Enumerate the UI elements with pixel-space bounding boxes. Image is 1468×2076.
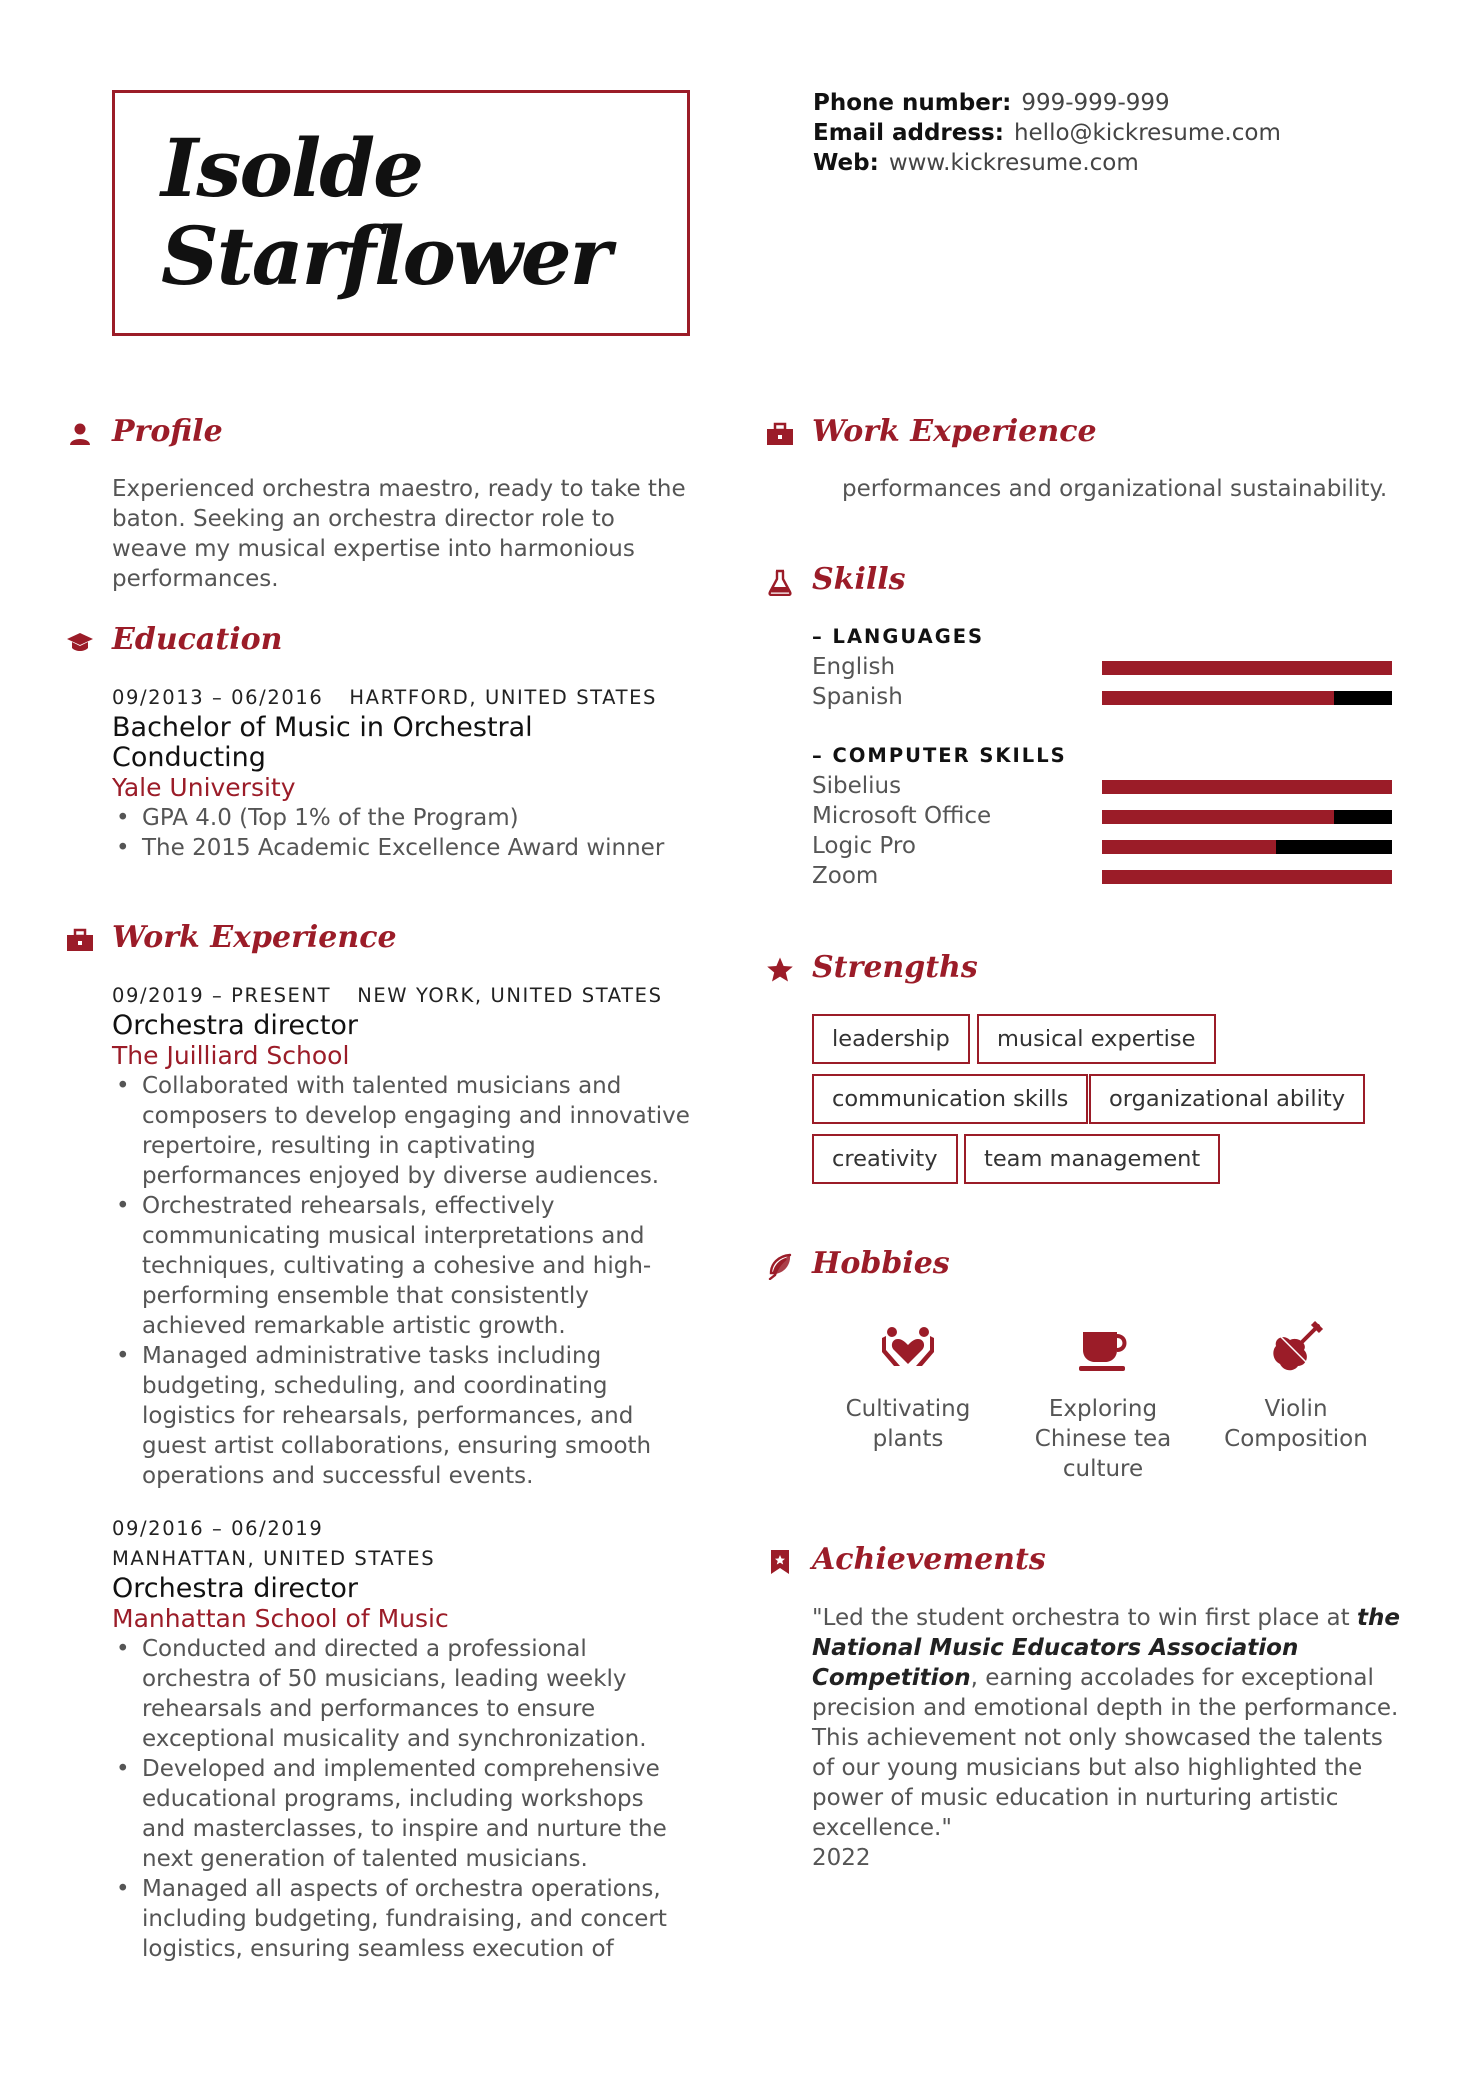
- achievement-quote: "Led the student orchestra to win first place at the National Music Educators Association Competition, earning accolades for exceptional precision and emotional depth in the performance. This achievement not only showcased the talents of our young musicians but also highlighted the power of music education in nurturing artistic excellence." 2022: [812, 1603, 1402, 1873]
- briefcase-icon: [66, 926, 94, 954]
- hobby-item: [1013, 1318, 1193, 1484]
- briefcase-icon: [766, 420, 794, 448]
- skill-bar: [1102, 870, 1392, 884]
- work-bullets: [112, 1634, 692, 1964]
- list-item: • Conducted and directed a professional orchestra of 50 musicians, leading weekly rehearsals and performances to ensure exceptional musicality and synchronization.: [112, 1634, 692, 1754]
- skills-group-languages: [812, 622, 1392, 712]
- role-title: Orchestra director: [112, 1010, 359, 1041]
- bookmark-star-icon: [766, 1548, 794, 1576]
- skill-group-title: – LANGUAGES: [812, 625, 985, 648]
- strength-tag: communication skills: [812, 1074, 1088, 1124]
- strength-tag: leadership: [812, 1014, 970, 1064]
- company-name: The Juilliard School: [112, 1041, 350, 1070]
- skill-row: Logic Pro: [812, 831, 1392, 861]
- work-continuation: performances and organizational sustainability.: [842, 476, 1388, 502]
- work-meta-dates: 09/2016 – 06/2019: [112, 1517, 324, 1540]
- tea-cup-icon: [1073, 1318, 1133, 1378]
- list-item: • Managed all aspects of orchestra operations, including budgeting, fundraising, and concert logistics, ensuring seamless execution of: [112, 1874, 692, 1964]
- list-item: • Developed and implemented comprehensive educational programs, including workshops and masterclasses, to inspire and nurture the next generation of talented musicians.: [112, 1754, 692, 1874]
- skill-bar-fill: [1102, 780, 1392, 794]
- skill-bar-fill: [1102, 840, 1276, 854]
- hobby-label: Cultivating plants: [845, 1396, 971, 1452]
- skill-row: Zoom: [812, 861, 1392, 891]
- feather-icon: [766, 1252, 794, 1280]
- profile-text: Experienced orchestra maestro, ready to take the baton. Seeking an orchestra director role to weave my musical expertise into harmonious performances.: [112, 476, 686, 592]
- email-value[interactable]: hello@kickresume.com: [1013, 120, 1281, 146]
- strength-tag: team management: [964, 1134, 1220, 1184]
- star-icon: [766, 956, 794, 984]
- work-bullets: [112, 1071, 692, 1491]
- web-value[interactable]: www.kickresume.com: [888, 150, 1139, 176]
- school-name: Yale University: [112, 773, 296, 802]
- hobby-item: [1206, 1318, 1386, 1454]
- skills-group-computer: [812, 741, 1392, 891]
- contact-web: Web: www.kickresume.com: [813, 150, 1139, 176]
- list-item: • Orchestrated rehearsals, effectively communicating musical interpretations and techniques, cultivating a cohesive and high-performing ensemble that consistently achieved remarkable artistic growth.: [112, 1191, 692, 1341]
- hobby-label: Exploring Chinese tea culture: [1034, 1396, 1172, 1482]
- skill-bar-fill: [1102, 810, 1334, 824]
- education-bullets: [112, 803, 692, 863]
- work-meta-location: MANHATTAN, UNITED STATES: [112, 1547, 436, 1570]
- list-item: • GPA 4.0 (Top 1% of the Program): [112, 803, 692, 833]
- contact-block: [813, 88, 1413, 178]
- skill-bar-fill: [1102, 870, 1392, 884]
- work-meta: 09/2019 – PRESENT NEW YORK, UNITED STATES: [112, 984, 663, 1007]
- skill-group-title: – COMPUTER SKILLS: [812, 744, 1067, 767]
- strength-tag: creativity: [812, 1134, 958, 1184]
- skill-bar: [1102, 780, 1392, 794]
- competition-name: the National Music Educators Association Competition: [812, 1605, 1400, 1691]
- graduation-cap-icon: [66, 628, 94, 656]
- violin-icon: [1266, 1318, 1326, 1378]
- skill-row: English: [812, 652, 1392, 682]
- degree-title: Bachelor of Music in Orchestral Conducting: [112, 712, 533, 773]
- skill-bar: [1102, 840, 1392, 854]
- education-item: [112, 683, 692, 863]
- work-item-juilliard: [112, 981, 692, 1491]
- skill-bar-fill: [1102, 661, 1392, 675]
- first-name: Isolde: [161, 121, 423, 215]
- user-icon: [66, 420, 94, 448]
- skill-bar-fill: [1102, 691, 1334, 705]
- skill-bar: [1102, 691, 1392, 705]
- strength-tag: organizational ability: [1089, 1074, 1365, 1124]
- phone-value[interactable]: 999-999-999: [1021, 90, 1170, 116]
- hobby-label: Violin Composition: [1224, 1396, 1368, 1452]
- flask-icon: [766, 568, 794, 596]
- list-item: • Managed administrative tasks including budgeting, scheduling, and coordinating logistics for rehearsals, performances, and guest artist collaborations, ensuring smooth operations and successful events.: [112, 1341, 692, 1491]
- skill-bar: [1102, 661, 1392, 675]
- work-item-manhattan: [112, 1514, 692, 1964]
- skill-bar: [1102, 810, 1392, 824]
- hobby-item: [818, 1318, 998, 1454]
- last-name: Starflower: [161, 209, 610, 303]
- skill-row: Spanish: [812, 682, 1392, 712]
- strength-tag: musical expertise: [977, 1014, 1216, 1064]
- skill-row: Sibelius: [812, 771, 1392, 801]
- skill-row: Microsoft Office: [812, 801, 1392, 831]
- list-item: • The 2015 Academic Excellence Award winner: [112, 833, 692, 863]
- contact-phone: Phone number: 999-999-999: [813, 90, 1170, 116]
- company-name: Manhattan School of Music: [112, 1604, 449, 1633]
- list-item: • Collaborated with talented musicians and composers to develop engaging and innovative repertoire, resulting in captivating performances enjoyed by diverse audiences.: [112, 1071, 692, 1191]
- role-title: Orchestra director: [112, 1573, 359, 1604]
- hands-heart-icon: [878, 1318, 938, 1378]
- education-meta: 09/2013 – 06/2016 HARTFORD, UNITED STATES: [112, 686, 658, 709]
- name-box: [112, 90, 690, 336]
- achievement-year: 2022: [812, 1845, 871, 1871]
- contact-email: Email address: hello@kickresume.com: [813, 120, 1281, 146]
